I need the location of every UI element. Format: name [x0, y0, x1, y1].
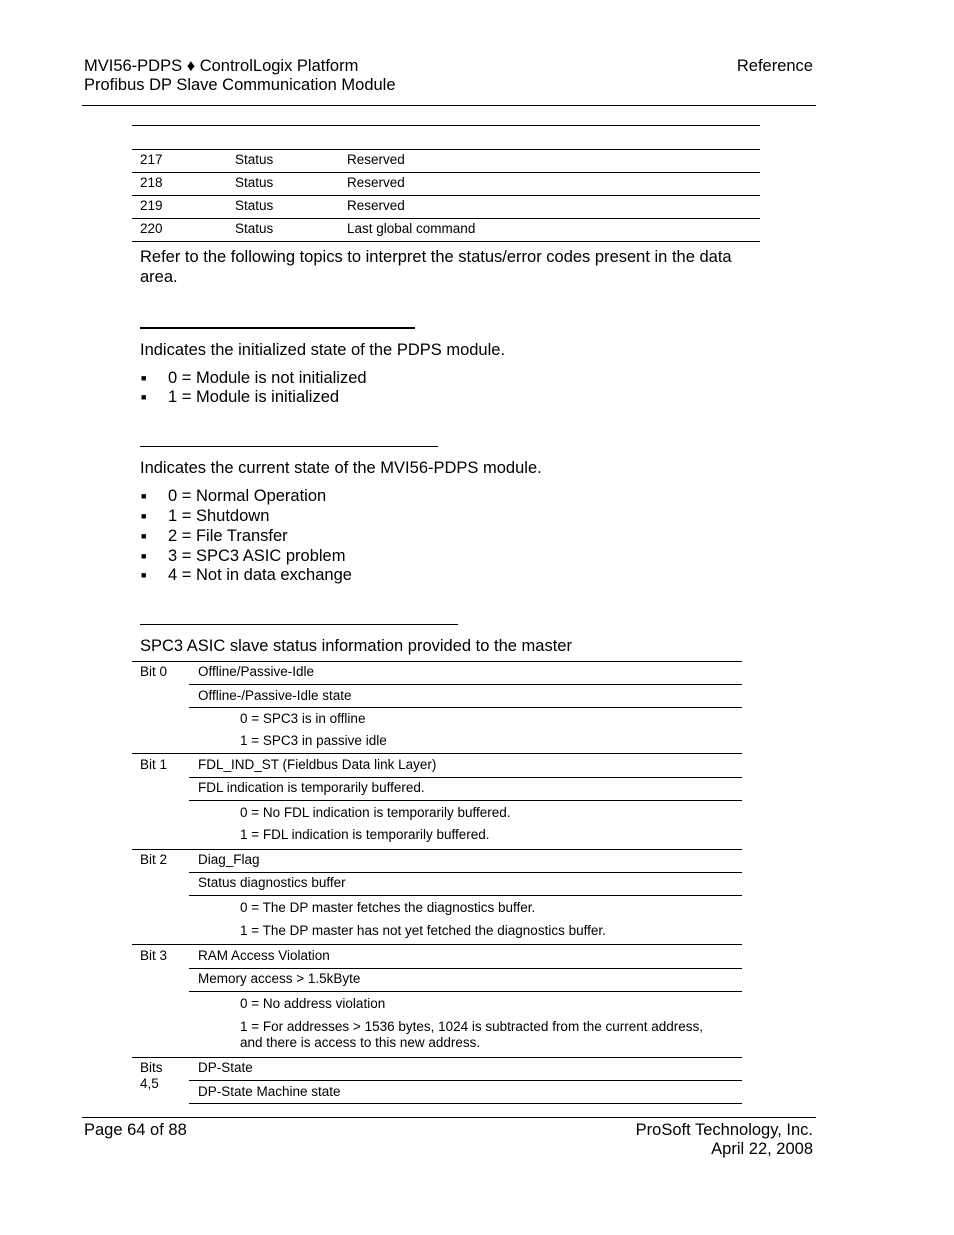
bit-value: 0 = The DP master fetches the diagnostics buffer. — [240, 900, 536, 915]
bullet-icon: ■ — [141, 551, 147, 561]
bit-divider — [132, 849, 742, 850]
list-item: 1 = Shutdown — [168, 507, 270, 525]
cell-description: Reserved — [347, 198, 405, 213]
list-item: 1 = Module is initialized — [168, 388, 340, 406]
bullet-icon: ■ — [141, 531, 147, 541]
bit-description: DP-State Machine state — [198, 1084, 341, 1099]
cell-type: Status — [235, 221, 274, 236]
section-heading-rule — [140, 327, 415, 329]
cell-description: Reserved — [347, 175, 405, 190]
cell-description: Last global command — [347, 221, 476, 236]
section3-description: SPC3 ASIC slave status information provided to the master — [140, 637, 572, 655]
bullet-icon: ■ — [141, 491, 147, 501]
row-divider — [189, 968, 742, 969]
row-divider — [132, 218, 760, 219]
bit-value: 0 = No FDL indication is temporarily buffered. — [240, 805, 511, 820]
list-item: 0 = Normal Operation — [168, 487, 327, 505]
footer-company: ProSoft Technology, Inc. — [635, 1121, 813, 1139]
bullet-icon: ■ — [141, 570, 147, 580]
table-header-rule — [132, 149, 760, 150]
row-divider — [189, 1080, 742, 1081]
intro-paragraph: Refer to the following topics to interpret the status/error codes present in the data area. — [140, 248, 732, 286]
bit-value: 1 = SPC3 in passive idle — [240, 733, 387, 748]
bit-description: FDL indication is temporarily buffered. — [198, 780, 425, 795]
bit-label: Bits — [140, 1060, 163, 1075]
bullet-icon: ■ — [141, 392, 147, 402]
row-divider — [189, 991, 742, 992]
footer-page-number: Page 64 of 88 — [84, 1121, 187, 1139]
bit-name: Diag_Flag — [198, 852, 260, 867]
bit-value: 0 = SPC3 is in offline — [240, 711, 366, 726]
cell-type: Status — [235, 175, 274, 190]
section1-description: Indicates the initialized state of the PDPS module. — [140, 341, 506, 359]
bit-label: 4,5 — [140, 1076, 159, 1091]
cell-type: Status — [235, 198, 274, 213]
row-divider — [189, 872, 742, 873]
row-divider — [189, 800, 742, 801]
bit-label: Bit 3 — [140, 948, 168, 963]
bit-label: Bit 0 — [140, 664, 168, 679]
row-divider — [189, 707, 742, 708]
row-divider — [189, 895, 742, 896]
section-heading-rule — [140, 446, 438, 447]
row-divider — [189, 1103, 742, 1104]
bit-value: and there is access to this new address. — [240, 1035, 481, 1050]
cell-type: Status — [235, 152, 274, 167]
bit-name: FDL_IND_ST (Fieldbus Data link Layer) — [198, 757, 437, 772]
bit-name: DP-State — [198, 1060, 253, 1075]
list-item: 0 = Module is not initialized — [168, 369, 367, 387]
footer-date: April 22, 2008 — [711, 1140, 813, 1158]
cell-offset: 217 — [140, 152, 163, 167]
cell-offset: 218 — [140, 175, 163, 190]
bit-value: 1 = For addresses > 1536 bytes, 1024 is subtracted from the current address, — [240, 1019, 704, 1034]
bit-description: Memory access > 1.5kByte — [198, 971, 361, 986]
bit-label: Bit 1 — [140, 757, 168, 772]
header-title-line1: MVI56-PDPS ♦ ControlLogix Platform — [84, 57, 359, 75]
bit-divider — [132, 1057, 742, 1058]
bullet-icon: ■ — [141, 373, 147, 383]
header-section: Reference — [736, 57, 813, 75]
section-heading-rule — [140, 624, 458, 625]
bit-divider — [132, 944, 742, 945]
bit-description: Offline-/Passive-Idle state — [198, 688, 352, 703]
bullet-icon: ■ — [141, 511, 147, 521]
bit-name: RAM Access Violation — [198, 948, 330, 963]
bit-value: 0 = No address violation — [240, 996, 386, 1011]
row-divider — [189, 777, 742, 778]
bit-value: 1 = The DP master has not yet fetched the diagnostics buffer. — [240, 923, 606, 938]
list-item: 2 = File Transfer — [168, 527, 288, 545]
bit-divider — [132, 753, 742, 754]
bit-name: Offline/Passive-Idle — [198, 664, 315, 679]
cell-offset: 220 — [140, 221, 163, 236]
row-divider — [132, 195, 760, 196]
footer-rule — [82, 1117, 816, 1118]
table-bottom-rule — [132, 241, 760, 242]
section2-description: Indicates the current state of the MVI56-PDPS module. — [140, 459, 542, 477]
table-top-rule — [132, 125, 760, 126]
bit-value: 1 = FDL indication is temporarily buffered. — [240, 827, 490, 842]
list-item: 3 = SPC3 ASIC problem — [168, 547, 346, 565]
bit-label: Bit 2 — [140, 852, 168, 867]
cell-description: Reserved — [347, 152, 405, 167]
cell-offset: 219 — [140, 198, 163, 213]
bit-description: Status diagnostics buffer — [198, 875, 346, 890]
header-rule — [82, 105, 816, 106]
row-divider — [189, 684, 742, 685]
bit-table-top-rule — [132, 661, 742, 662]
row-divider — [132, 172, 760, 173]
header-title-line2: Profibus DP Slave Communication Module — [84, 76, 396, 94]
list-item: 4 = Not in data exchange — [168, 566, 352, 584]
